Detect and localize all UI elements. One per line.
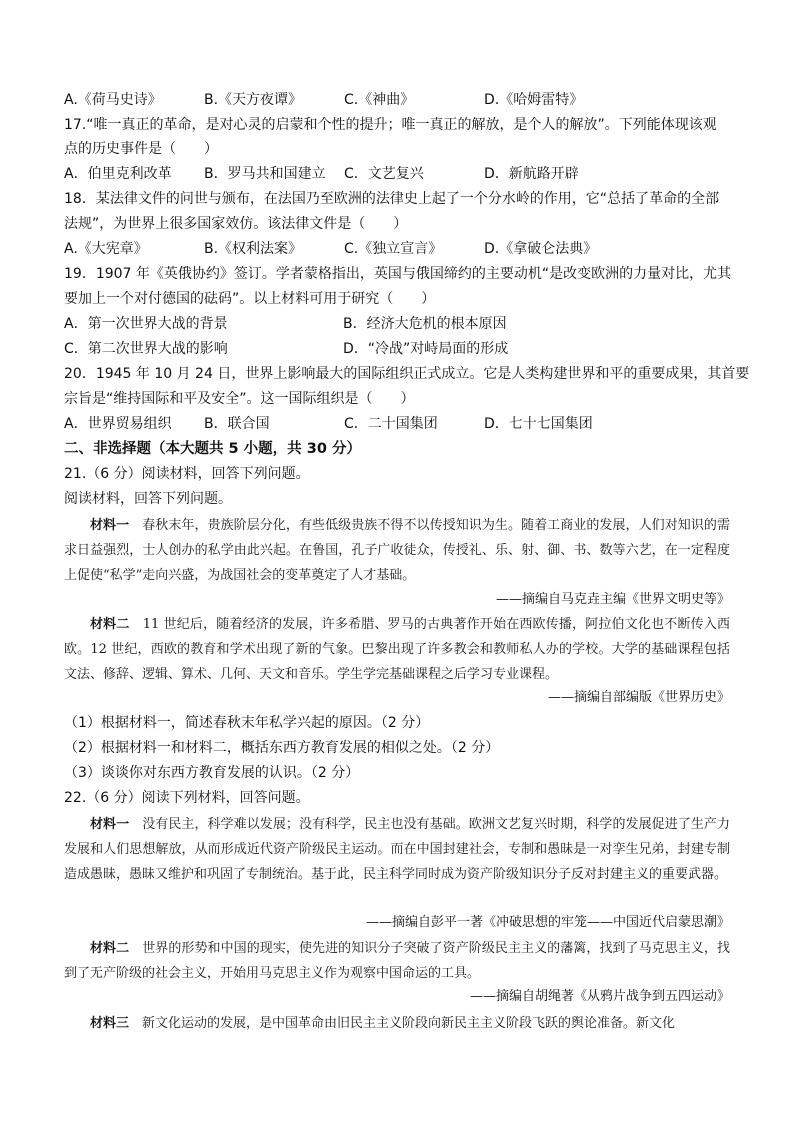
q21-material-1	[64, 513, 730, 588]
q20-stem-line1: 20．1945 年 10 月 24 日，世界上影响最大的国际组织正式成立。它是人类构建世界和平的重要成果，其首要	[64, 366, 750, 382]
q19-option-b[interactable]: B．经济大危机的根本原因	[343, 316, 507, 332]
q16-option-d[interactable]: D.《哈姆雷特》	[484, 92, 584, 108]
q21-m2-text: 11 世纪后，随着经济的发展，许多希腊、罗马的古典著作开始在西欧传播，阿拉伯文化也不断传入西欧。12 世纪，西欧的教育和学术出现了新的气象。巴黎出现了许多教会和教师私人办的学校。大学的基础课程包括文法、修辞、逻辑、算术、几何、天文和音乐。学生学完基础课程之后学习专业课程。	[64, 617, 730, 682]
q21-m1-label: 材料一	[90, 518, 130, 533]
section2-heading: 二、非选择题（本大题共 5 小题，共 30 分）	[64, 441, 361, 457]
q18-options	[64, 237, 734, 261]
q17-stem-line1: 17.“唯一真正的革命，是对心灵的启蒙和个性的提升；唯一真正的解放，是个人的解放”。下列能体现该观	[64, 117, 717, 133]
q21-sub2: （2）根据材料一和材料二，概括东西方教育发展的相似之处。（2 分）	[64, 740, 500, 756]
q19-options-row2	[64, 337, 734, 361]
q22-m2-label: 材料二	[90, 941, 130, 956]
q19-option-a[interactable]: A．第一次世界大战的背景	[64, 316, 228, 332]
q22-m2-source: ——摘编自胡绳著《从鸦片战争到五四运动》	[469, 989, 730, 1004]
q19-stem-line2: 要加上一个对付德国的砝码”。以上材料可用于研究（ ）	[64, 291, 436, 307]
q20-stem-line2: 宗旨是“维持国际和平及安全”。这一国际组织是（ ）	[64, 391, 415, 407]
q21-sub1: （1）根据材料一，简述春秋末年私学兴起的原因。（2 分）	[64, 715, 430, 731]
q22-m1-text: 没有民主，科学难以发展；没有科学，民主也没有基础。欧洲文艺复兴时期，科学的发展促进了生产力发展和人们思想解放，从而形成近代资产阶级民主运动。而在中国封建社会，专制和愚昧是一对孪生兄弟，封建专制造成愚昧，愚昧又维护和巩固了专制统治。基于此，民主科学同时成为资产阶级知识分子反对封建主义的重要武器。	[64, 817, 730, 882]
q22-m1-label: 材料一	[90, 817, 130, 832]
q17-stem-line2: 点的历史事件是（ ）	[64, 141, 218, 157]
q16-option-a[interactable]: A.《荷马史诗》	[64, 92, 162, 108]
q19-options-row1	[64, 312, 734, 336]
q22-material-1	[64, 812, 730, 887]
q22-material-2	[64, 936, 730, 986]
q21-stem-repeat: 阅读材料，回答下列问题。	[64, 491, 232, 507]
q21-m2-label: 材料二	[90, 617, 130, 632]
q21-sub3: （3）谈谈你对东西方教育发展的认识。（2 分）	[64, 765, 360, 781]
q16-options	[64, 88, 734, 112]
q19-option-d[interactable]: D．“冷战”对峙局面的形成	[343, 341, 509, 357]
q22-m3-label: 材料三	[90, 1016, 130, 1031]
q21-m1-text: 春秋末年，贵族阶层分化，有些低级贵族不得不以传授知识为生。随着工商业的发展，人们对知识的需求日益强烈，士人创办的私学由此兴起。在鲁国，孔子广收徒众，传授礼、乐、射、御、书、数等六艺，在一定程度上促使“私学”走向兴盛，为战国社会的变革奠定了人才基础。	[64, 518, 730, 583]
q17-option-d[interactable]: D．新航路开辟	[484, 166, 579, 182]
q17-options	[64, 162, 734, 186]
q18-option-a[interactable]: A.《大宪章》	[64, 241, 148, 257]
q16-option-b[interactable]: B.《天方夜谭》	[204, 92, 303, 108]
q16-option-c[interactable]: C.《神曲》	[344, 92, 415, 108]
q21-m2-source: ——摘编自部编版《世界历史》	[547, 690, 730, 705]
q20-option-d[interactable]: D．七十七国集团	[484, 416, 593, 432]
q18-option-c[interactable]: C.《独立宣言》	[344, 241, 443, 257]
q18-stem-line2: 法规”，为世界上很多国家效仿。该法律文件是（ ）	[64, 216, 408, 232]
q19-stem-line1: 19．1907 年《英俄协约》签订。学者蒙格指出，英国与俄国缔约的主要动机“是改变欧洲的力量对比，尤其	[64, 266, 732, 282]
q21-m1-source: ——摘编自马克垚主编《世界文明史等》	[495, 592, 730, 607]
q22-m3-text: 新文化运动的发展，是中国革命由旧民主主义阶段向新民主主义阶段飞跃的舆论准备。新文化	[129, 1016, 676, 1031]
q22-material-3	[64, 1011, 730, 1036]
q20-options	[64, 412, 734, 436]
q18-stem-line1: 18．某法律文件的问世与颁布，在法国乃至欧洲的法律史上起了一个分水岭的作用，它“总括了革命的全部	[64, 191, 720, 207]
q22-stem: 22.（6 分）阅读下列材料，回答问题。	[64, 790, 310, 806]
q21-material-2	[64, 612, 730, 687]
q18-option-d[interactable]: D.《拿破仑法典》	[484, 241, 598, 257]
q17-option-c[interactable]: C．文艺复兴	[344, 166, 424, 182]
q17-option-b[interactable]: B．罗马共和国建立	[204, 166, 326, 182]
q22-m2-text: 世界的形势和中国的现实，使先进的知识分子突破了资产阶级民主主义的藩篱，找到了马克思主义，找到了无产阶级的社会主义，开始用马克思主义作为观察中国命运的工具。	[64, 941, 730, 981]
q20-option-b[interactable]: B．联合国	[204, 416, 270, 432]
q17-option-a[interactable]: A．伯里克利改革	[64, 166, 172, 182]
q22-m1-source: ——摘编自彭平一著《冲破思想的牢笼——中国近代启蒙思潮》	[365, 915, 730, 930]
q20-option-c[interactable]: C．二十国集团	[344, 416, 438, 432]
q21-stem: 21.（6 分）阅读材料，回答下列问题。	[64, 466, 310, 482]
q19-option-c[interactable]: C．第二次世界大战的影响	[64, 341, 228, 357]
q20-option-a[interactable]: A．世界贸易组织	[64, 416, 172, 432]
q18-option-b[interactable]: B.《权利法案》	[204, 241, 303, 257]
